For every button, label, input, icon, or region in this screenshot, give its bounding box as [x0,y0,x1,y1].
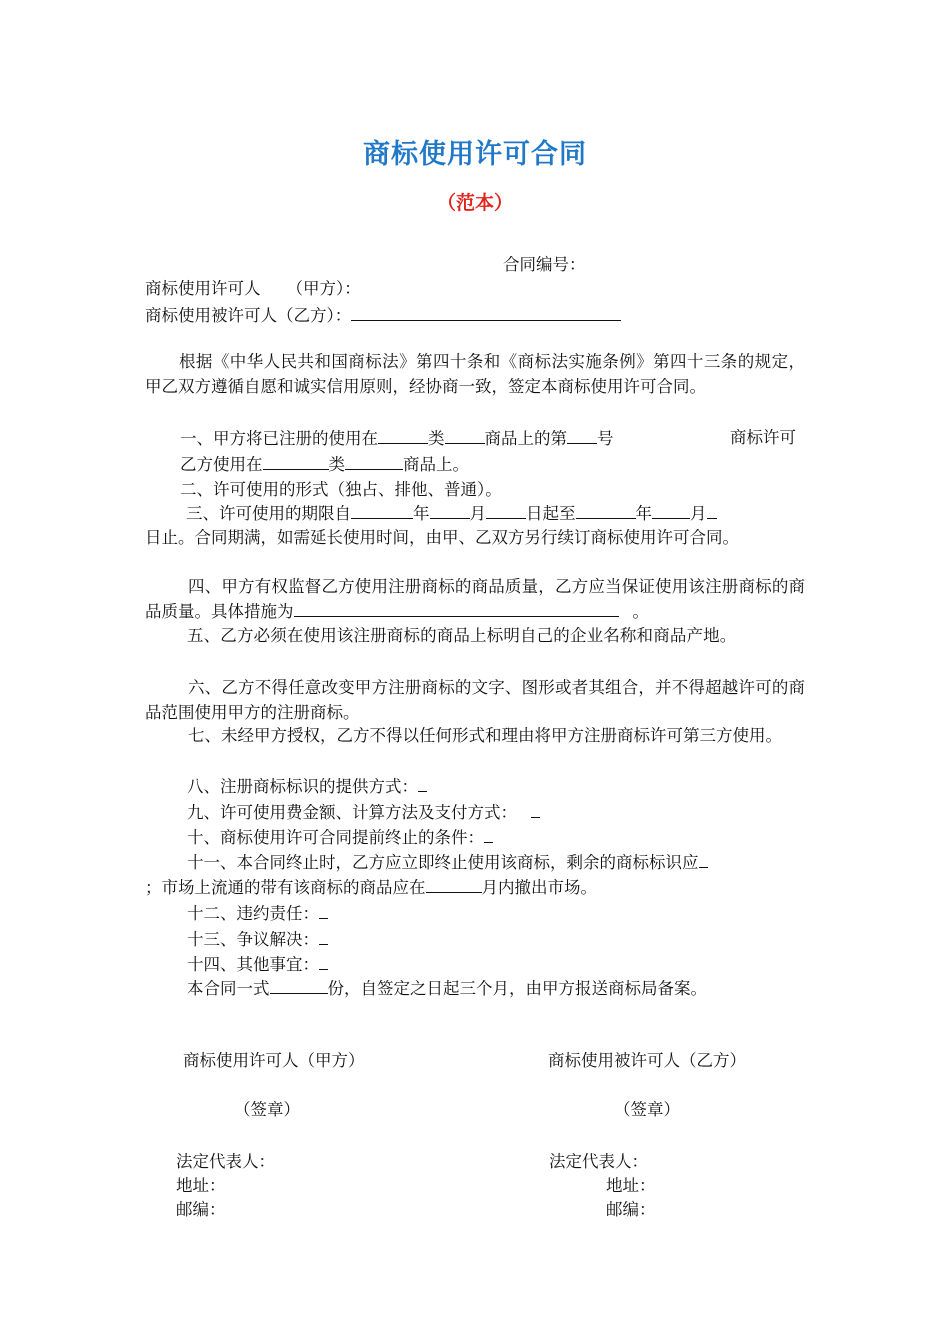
blank[interactable] [707,501,717,519]
clause-5: 五、乙方必须在使用该注册商标的商品上标明自己的企业名称和商品产地。 [187,626,737,645]
party-a-tag: （甲方）： [286,279,361,298]
licensor-line [145,277,361,301]
blank[interactable] [378,426,428,444]
licensee-blank[interactable] [351,303,621,321]
blank[interactable] [576,501,636,519]
postcode-left: 邮编： [176,1200,226,1219]
contract-title: 商标使用许可合同 [363,139,587,170]
blank[interactable] [294,599,619,617]
clause-13: 十三、争议解决： [187,927,328,952]
blank[interactable] [652,501,690,519]
blank[interactable] [531,800,540,818]
clause-12: 十二、违约责任： [187,901,328,926]
licensee-line [145,303,621,328]
blank[interactable] [319,901,328,919]
copies-clause: 本合同一式 份，自签定之日起三个月，由甲方报送商标局备案。 [187,976,707,1001]
seal-right: （签章） [614,1100,680,1119]
clause-6: 六、乙方不得任意改变甲方注册商标的文字、图形或者其组合，并不得超越许可的商品范围使用甲方的注册商标。 [145,678,805,722]
blank[interactable] [319,952,328,970]
blank[interactable] [270,976,328,994]
clause-1-trademark-license: 商标许可 [730,428,796,447]
intro-paragraph: 根据《中华人民共和国商标法》第四十条和《商标法实施条例》第四十三条的规定，甲乙双方遵循自愿和诚实信用原则，经协商一致，签定本商标使用许可合同。 [145,352,805,396]
blank[interactable] [263,452,329,470]
blank[interactable] [484,825,493,843]
clause-1-line-1: 一、甲方将已注册的使用在 类 商品上的第 号 [180,426,614,451]
clause-7: 七、未经甲方授权，乙方不得以任何形式和理由将甲方注册商标许可第三方使用。 [188,726,782,745]
address-right: 地址： [606,1176,656,1195]
blank[interactable] [699,850,708,868]
clause-3-rest: 日止。合同期满，如需延长使用时间，由甲、乙双方另行续订商标使用许可合同。 [145,528,739,547]
blank[interactable] [345,452,403,470]
signature-left-party: 商标使用许可人（甲方） [183,1051,365,1070]
legal-rep-right: 法定代表人： [549,1152,648,1171]
clause-11-line-1: 十一、本合同终止时，乙方应立即终止使用该商标，剩余的商标标识应 [187,850,708,875]
blank[interactable] [418,774,427,792]
licensee-label: 商标使用被许可人（乙方）： [145,306,352,325]
seal-left: （签章） [234,1100,300,1119]
clause-1-line-2: 乙方使用在 类 商品上。 [180,452,469,477]
clause-10: 十、商标使用许可合同提前终止的条件： [187,825,493,850]
clause-11-line-2: ；市场上流通的带有该商标的商品应在 月内撤出市场。 [145,875,597,900]
clause-2: 二、许可使用的形式（独占、排他、普通）。 [180,480,502,499]
postcode-right: 邮编： [606,1200,656,1219]
licensor-label: 商标使用许可人 [145,279,261,298]
blank[interactable] [567,426,597,444]
blank[interactable] [426,875,482,893]
legal-rep-left: 法定代表人： [176,1152,275,1171]
signature-right-party: 商标使用被许可人（乙方） [548,1051,746,1070]
clause-9: 九、许可使用费金额、计算方法及支付方式： [187,800,540,825]
contract-subtitle: （范本） [436,192,513,214]
clause-4: 四、甲方有权监督乙方使用注册商标的商品质量，乙方应当保证使用该注册商标的商品质量。具体措施为 。 [145,577,805,621]
blank[interactable] [445,426,485,444]
clause-8: 八、注册商标标识的提供方式： [187,774,427,799]
address-left: 地址： [176,1176,226,1195]
clause-3-line-1: 三、许可使用的期限自 年 月 日起至 年 月 [186,501,717,526]
blank[interactable] [486,501,526,519]
blank[interactable] [351,501,413,519]
contract-number-label: 合同编号： [503,255,586,274]
blank[interactable] [319,927,328,945]
blank[interactable] [430,501,470,519]
clause-14: 十四、其他事宜： [187,952,328,977]
